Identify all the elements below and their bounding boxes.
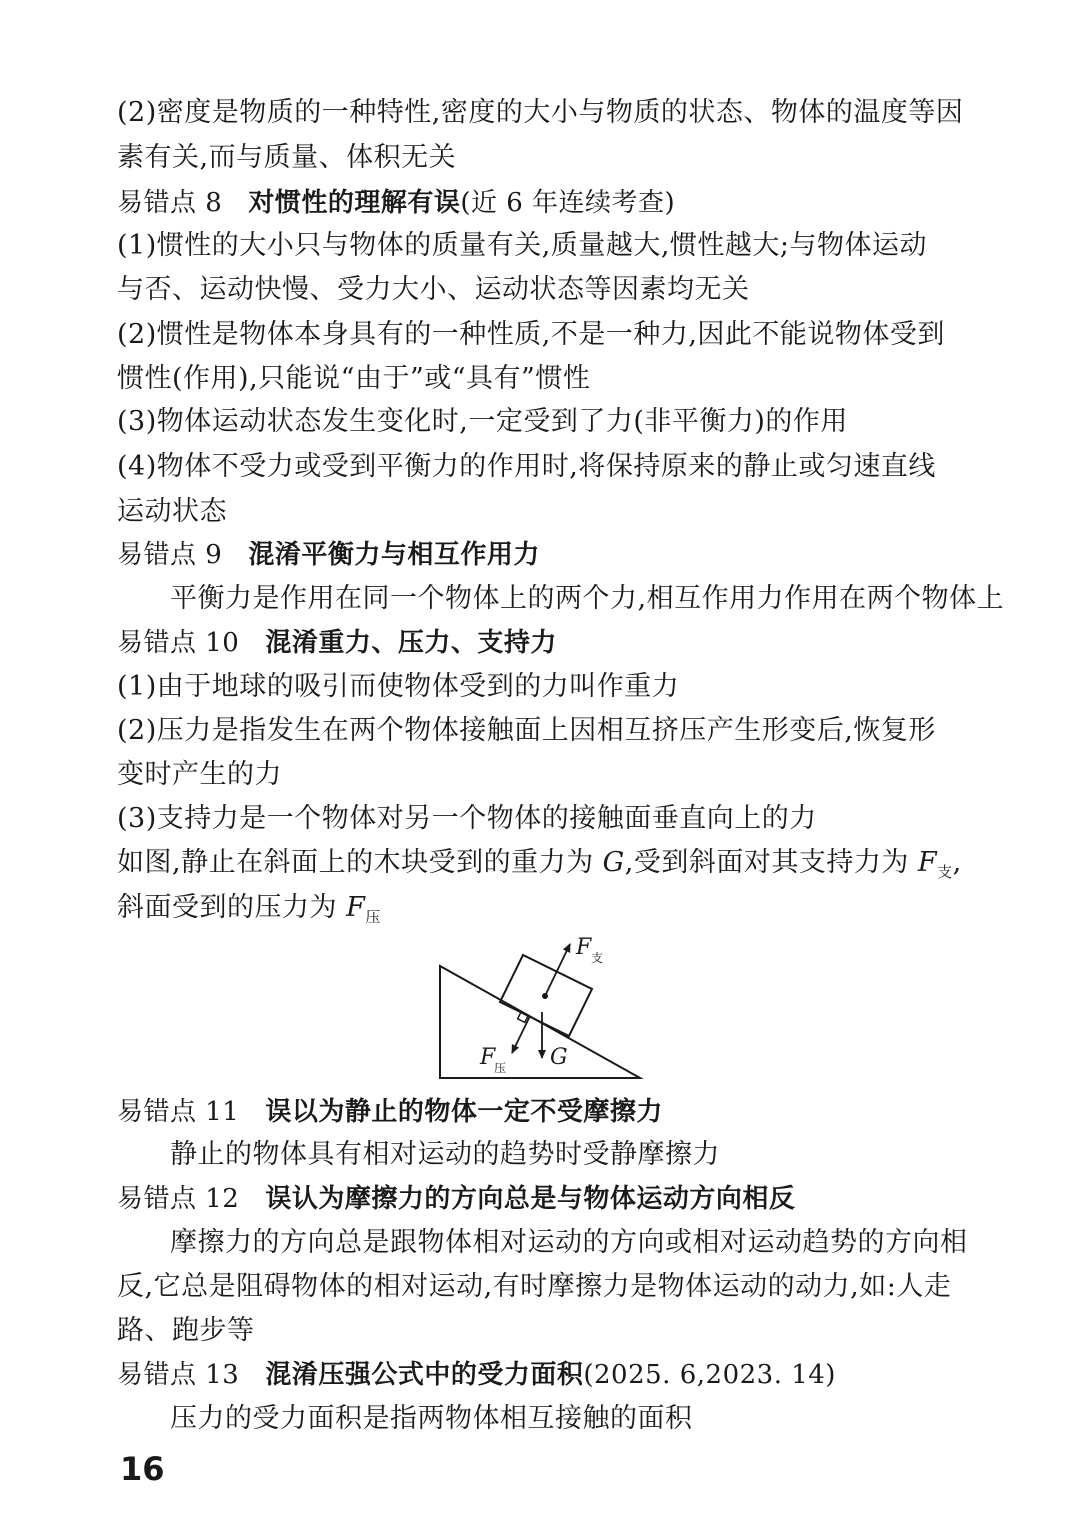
symbol-g: G bbox=[602, 847, 625, 878]
heading-number: 易错点 10 bbox=[117, 628, 240, 658]
paragraph-line: (1)惯性的大小只与物体的质量有关,质量越大,惯性越大;与物体运动 bbox=[117, 230, 928, 261]
section-heading-13 bbox=[117, 1358, 967, 1392]
paragraph-line: 平衡力是作用在同一个物体上的两个力,相互作用力作用在两个物体上 bbox=[170, 583, 1005, 614]
support-force-arrow bbox=[545, 944, 570, 996]
heading-title: 混淆压强公式中的受力面积 bbox=[265, 1360, 584, 1390]
paragraph-line: (3)物体运动状态发生变化时,一定受到了力(非平衡力)的作用 bbox=[117, 406, 848, 437]
text-run: 斜面受到的压力为 bbox=[117, 892, 347, 923]
paragraph-line: 运动状态 bbox=[117, 496, 227, 527]
paragraph-line: (1)由于地球的吸引而使物体受到的力叫作重力 bbox=[117, 671, 680, 702]
pressure-force-arrow bbox=[512, 1016, 530, 1053]
heading-title: 误以为静止的物体一定不受摩擦力 bbox=[265, 1097, 663, 1127]
symbol-f: F bbox=[917, 847, 938, 878]
section-heading-11 bbox=[117, 1095, 967, 1129]
heading-number: 易错点 11 bbox=[117, 1097, 240, 1127]
heading-number: 易错点 13 bbox=[117, 1360, 240, 1390]
section-heading-12 bbox=[117, 1182, 967, 1216]
paragraph-line: 与否、运动快慢、受力大小、运动状态等因素均无关 bbox=[117, 274, 750, 305]
symbol-f: F bbox=[346, 892, 366, 923]
label-f-press-sub: 压 bbox=[494, 1061, 507, 1075]
heading-number: 易错点 9 bbox=[117, 540, 223, 570]
heading-number: 易错点 8 bbox=[117, 188, 223, 218]
paragraph-line bbox=[117, 891, 967, 934]
heading-number: 易错点 12 bbox=[117, 1184, 240, 1214]
label-g: G bbox=[550, 1045, 568, 1070]
heading-source: (2025. 6,2023. 14) bbox=[583, 1360, 836, 1390]
heading-source: (近 6 年连续考查) bbox=[460, 188, 676, 218]
paragraph-line: 摩擦力的方向总是跟物体相对运动的方向或相对运动趋势的方向相 bbox=[170, 1227, 968, 1258]
text-run: 如图,静止在斜面上的木块受到的重力为 bbox=[117, 847, 603, 878]
text-run: , bbox=[952, 847, 962, 878]
paragraph-line: (2)压力是指发生在两个物体接触面上因相互挤压产生形变后,恢复形 bbox=[117, 715, 936, 746]
paragraph-line: (2)惯性是物体本身具有的一种性质,不是一种力,因此不能说物体受到 bbox=[117, 319, 945, 350]
paragraph-line: 变时产生的力 bbox=[117, 759, 282, 790]
section-heading-9 bbox=[117, 538, 967, 572]
paragraph-line: 惯性(作用),只能说“由于”或“具有”惯性 bbox=[117, 363, 591, 394]
paragraph-line: (3)支持力是一个物体对另一个物体的接触面垂直向上的力 bbox=[117, 803, 817, 834]
label-f-support-sub: 支 bbox=[591, 951, 604, 965]
text-run: ,受到斜面对其支持力为 bbox=[624, 847, 918, 878]
heading-title: 混淆平衡力与相互作用力 bbox=[248, 540, 540, 570]
label-f-press: F bbox=[480, 1045, 496, 1070]
symbol-subscript: 压 bbox=[365, 908, 381, 926]
label-f-support: F bbox=[576, 935, 592, 960]
heading-title: 混淆重力、压力、支持力 bbox=[265, 628, 557, 658]
section-heading-8 bbox=[117, 186, 967, 220]
section-heading-10 bbox=[117, 626, 967, 660]
paragraph-line: (4)物体不受力或受到平衡力的作用时,将保持原来的静止或匀速直线 bbox=[117, 451, 936, 482]
paragraph-line: 压力的受力面积是指两物体相互接触的面积 bbox=[170, 1403, 693, 1434]
symbol-subscript: 支 bbox=[937, 863, 953, 881]
paragraph-line: (2)密度是物质的一种特性,密度的大小与物质的状态、物体的温度等因 bbox=[117, 97, 964, 128]
paragraph-line: 静止的物体具有相对运动的趋势时受静摩擦力 bbox=[170, 1139, 720, 1170]
page-number: 16 bbox=[120, 1450, 165, 1488]
inclined-plane-figure bbox=[430, 932, 660, 1082]
paragraph-line: 素有关,而与质量、体积无关 bbox=[117, 142, 457, 173]
paragraph-line bbox=[117, 846, 967, 889]
paragraph-line: 路、跑步等 bbox=[117, 1315, 255, 1346]
heading-title: 对惯性的理解有误 bbox=[248, 188, 461, 218]
heading-title: 误认为摩擦力的方向总是与物体运动方向相反 bbox=[265, 1184, 796, 1214]
paragraph-line: 反,它总是阻碍物体的相对运动,有时摩擦力是物体运动的动力,如:人走 bbox=[117, 1271, 952, 1302]
